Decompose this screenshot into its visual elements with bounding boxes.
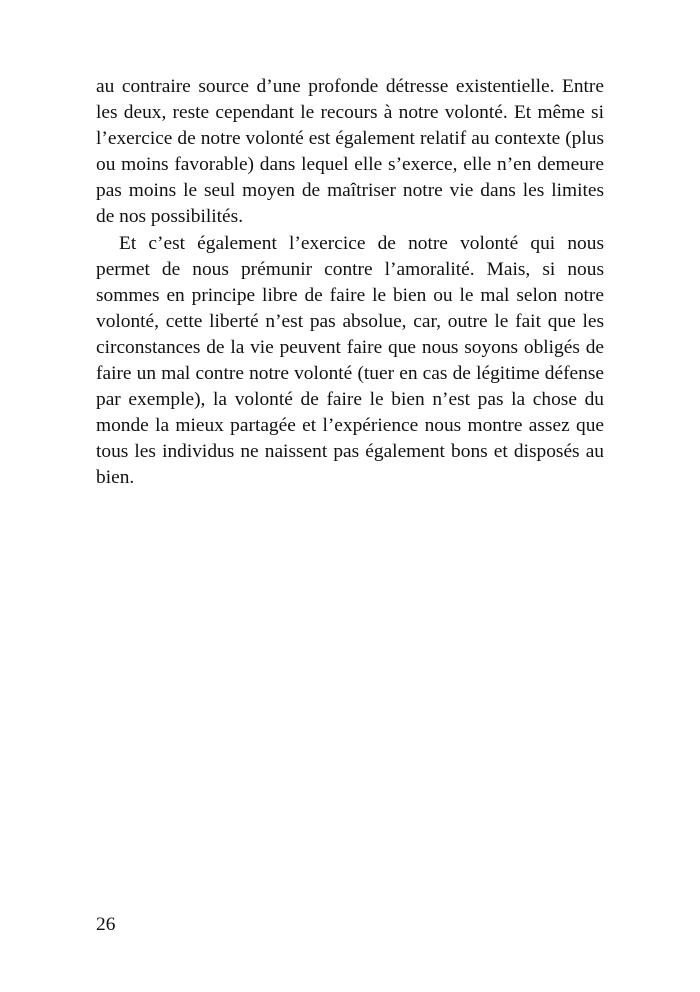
body-text [96,74,604,492]
paragraph: Et c’est également l’exercice de notre volonté qui nous permet de nous prémunir contre l’amoralité. Mais, si nous sommes en principe libre de faire le bien ou le mal selon notre volonté, cette liberté n’est pas absolue, car, outre le fait que les circonstances de la vie peuvent faire que nous soyons obligés de faire un mal contre notre volonté (tuer en cas de légitime défense par exemple), la volonté de faire le bien n’est pas la chose du monde la mieux partagée et l’expérience nous montre assez que tous les individus ne naissent pas également bons et disposés au bien. [96,232,604,489]
page-number: 26 [96,914,116,935]
paragraph-continuation: au contraire source d’une profonde détresse existentielle. Entre les deux, reste cependant le recours à notre volonté. Et même si l’exercice de notre volonté est également relatif au contexte (plus ou moins favorable) dans lequel elle s’exerce, elle n’en demeure pas moins le seul moyen de maîtriser notre vie dans les limites de nos possibilités. [96,76,604,228]
